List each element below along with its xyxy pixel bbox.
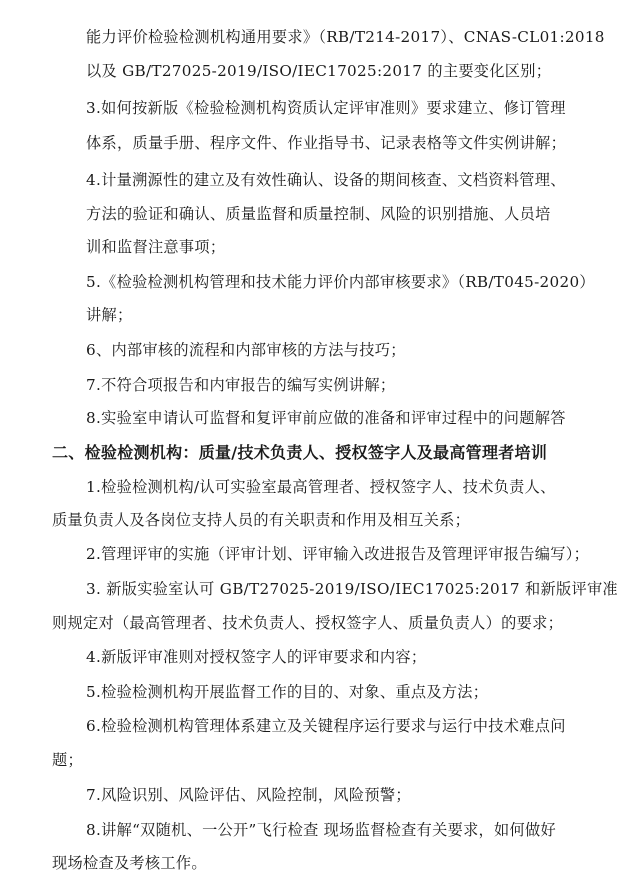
list-item: 4.新版评审准则对授权签字人的评审要求和内容； [86,648,427,666]
text-line: 现场检查及考核工作。 [52,854,207,872]
list-item: 3. 新版实验室认可 GB/T27025-2019/ISO/IEC17025:2017 和新版评审准 [86,580,618,598]
list-item: 6、内部审核的流程和内部审核的方法与技巧； [86,341,406,359]
text-line: 质量负责人及各岗位支持人员的有关职责和作用及相互关系； [52,511,471,529]
list-item: 7.风险识别、风险评估、风险控制，风险预警； [86,786,411,804]
list-item: 4.计量溯源性的建立及有效性确认、设备的期间核查、文档资料管理、 [86,171,566,189]
text-line: 题； [52,751,83,769]
text-line: 讲解； [86,306,133,324]
text-line: 训和监督注意事项； [86,238,226,256]
list-item: 1.检验检测机构/认可实验室最高管理者、授权签字人、技术负责人、 [86,478,556,496]
list-item: 6.检验检测机构管理体系建立及关键程序运行要求与运行中技术难点问 [86,717,566,735]
section-heading: 二、检验检测机构：质量/技术负责人、授权签字人及最高管理者培训 [52,443,548,462]
list-item: 3.如何按新版《检验检测机构资质认定评审准则》要求建立、修订管理 [86,99,566,117]
list-item: 5.检验检测机构开展监督工作的目的、对象、重点及方法； [86,683,489,701]
list-item: 2.管理评审的实施（评审计划、评审输入改进报告及管理评审报告编写）； [86,545,590,563]
text-line: 方法的验证和确认、质量监督和质量控制、风险的识别措施、人员培 [86,205,551,223]
text-line: 能力评价检验检测机构通用要求》（RB/T214-2017）、CNAS-CL01:2018 [86,28,605,46]
list-item: 8.实验室申请认可监督和复评审前应做的准备和评审过程中的问题解答 [86,409,566,427]
list-item: 7.不符合项报告和内审报告的编写实例讲解； [86,376,396,394]
text-line: 则规定对（最高管理者、技术负责人、授权签字人、质量负责人）的要求； [52,614,564,632]
text-line: 体系，质量手册、程序文件、作业指导书、记录表格等文件实例讲解； [86,134,567,152]
list-item: 5.《检验检测机构管理和技术能力评价内部审核要求》（RB/T045-2020） [86,273,595,291]
text-line: 以及 GB/T27025-2019/ISO/IEC17025:2017 的主要变化区别； [86,62,552,80]
list-item: 8.讲解“双随机、一公开”飞行检查 现场监督检查有关要求，如何做好 [86,821,556,839]
